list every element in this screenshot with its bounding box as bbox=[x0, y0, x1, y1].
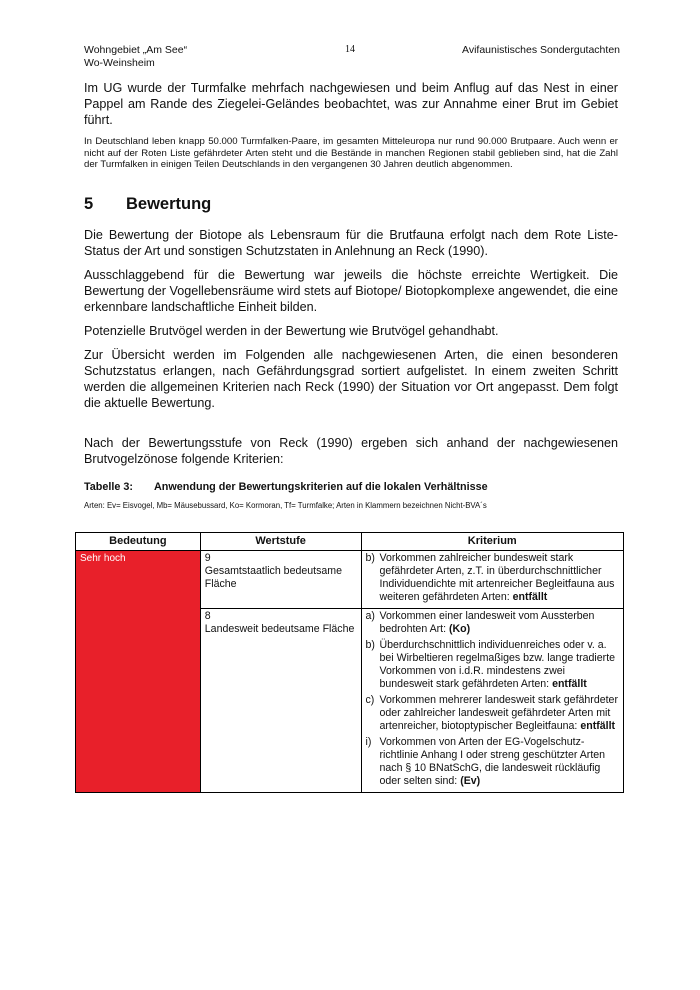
criterion-mark: a) bbox=[365, 610, 375, 622]
table-row bbox=[76, 551, 624, 609]
criterion-result: entfällt bbox=[552, 678, 587, 690]
header-right: Avifaunistisches Sondergutachten bbox=[462, 44, 620, 56]
criterion-item bbox=[366, 736, 620, 788]
header-location: Wo-Weinsheim bbox=[84, 57, 155, 69]
section-heading bbox=[84, 195, 618, 214]
section-number: 5 bbox=[84, 194, 94, 213]
table-note: Arten: Ev= Eisvogel, Mb= Mäusebussard, Ko= Kormoran, Tf= Turmfalke; Arten in Klammern bezeichnen Nicht-BVA´s bbox=[84, 500, 487, 510]
criterion-item bbox=[366, 552, 620, 604]
criterion-mark: c) bbox=[365, 694, 375, 706]
criterion-result: (Ko) bbox=[449, 623, 471, 635]
page-number: 14 bbox=[345, 44, 355, 55]
criterion-text: Vorkommen einer landesweit vom Aussterben bedrohten Art: bbox=[379, 610, 595, 635]
wertstufe-text: Gesamtstaatlich bedeutsame Fläche bbox=[204, 565, 342, 590]
section-paragraph-1: Die Bewertung der Biotope als Lebensraum für die Brutfauna erfolgt nach dem Rote Liste-Status der Art und sonstigen Schutzstaten in Anlehnung an Reck (1990). bbox=[84, 227, 618, 258]
section-title: Bewertung bbox=[126, 194, 212, 213]
wertstufe-cell bbox=[200, 551, 361, 609]
criterion-text: Überdurchschnittlich individuenreiches oder v. a. bei Wirbeltieren regelmaßiges bzw. lange tradierte Vorkommen von i.d.R. mindestens zwei bundesweit stark gefährdeten Arten: bbox=[379, 639, 616, 690]
header-kriterium: Kriterium bbox=[361, 533, 624, 551]
criterion-mark: i) bbox=[365, 736, 372, 748]
kriterium-cell bbox=[361, 609, 624, 793]
criterion-text: Vorkommen zahlreicher bundesweit stark gefährdeter Arten, z.T. in überdurchschnittlicher Individuendichte mit artenreicher Begleitfauna aus weiteren gefährdeten Arten: bbox=[379, 552, 615, 603]
table-caption-label: Tabelle 3: bbox=[84, 480, 134, 493]
section-paragraph-3: Potenzielle Brutvögel werden in der Bewertung wie Brutvögel gehandhabt. bbox=[84, 323, 499, 338]
header-wertstufe: Wertstufe bbox=[200, 533, 361, 551]
wertstufe-number: 8 bbox=[204, 610, 211, 622]
section-paragraph-5: Nach der Bewertungsstufe von Reck (1990) ergeben sich anhand der nachgewiesenen Brutvogelzönose folgende Kriterien: bbox=[84, 435, 618, 466]
table-header-row bbox=[76, 533, 624, 551]
criterion-mark: b) bbox=[365, 639, 375, 651]
header-bedeutung: Bedeutung bbox=[76, 533, 201, 551]
intro-paragraph-2: In Deutschland leben knapp 50.000 Turmfalken-Paare, im gesamten Mitteleuropa nur rund 90.000 Brutpaare. Auch wenn er nicht auf der Roten Liste gefährdeter Arten steht und die Bestände in manchen Regionen stabil geblieben sind, hat die Zahl der Turmfalken in einigen Teilen Deutschlands in den vergangenen 30 Jahren deutlich abgenommen. bbox=[84, 136, 618, 170]
table-caption-title: Anwendung der Bewertungskriterien auf die lokalen Verhältnisse bbox=[154, 480, 488, 493]
page-content bbox=[84, 80, 618, 510]
bedeutung-cell: Sehr hoch bbox=[76, 551, 201, 793]
wertstufe-text: Landesweit bedeutsame Fläche bbox=[204, 623, 355, 635]
kriterium-cell bbox=[361, 551, 624, 609]
criterion-item bbox=[366, 639, 620, 691]
table-caption bbox=[84, 481, 618, 493]
criterion-item bbox=[366, 694, 620, 733]
criterion-mark: b) bbox=[365, 552, 375, 564]
criterion-result: (Ev) bbox=[460, 775, 481, 787]
header-project: Wohngebiet „Am See“ bbox=[84, 44, 188, 56]
criterion-result: entfällt bbox=[512, 591, 548, 603]
criterion-result: entfällt bbox=[580, 720, 616, 732]
criteria-table bbox=[75, 532, 624, 793]
criterion-text: Vorkommen mehrerer landesweit stark gefährdeter oder zahlreicher landesweit gefährdeter Arten mit artenreicher, biotoptypischer Begleitfauna: bbox=[379, 694, 618, 732]
wertstufe-cell bbox=[200, 609, 361, 793]
criterion-text: Vorkommen von Arten der EG-Vogelschutz-richtlinie Anhang I oder streng geschützter Arten nach § 10 BNatSchG, die landesweit rückläufig oder selten sind: bbox=[379, 736, 606, 787]
criterion-item bbox=[366, 610, 620, 636]
intro-paragraph-1: Im UG wurde der Turmfalke mehrfach nachgewiesen und beim Anflug auf das Nest in einer Pappel am Rande des Ziegelei-Geländes beobachtet, was zur Annahme einer Brut im Gebiet führt. bbox=[84, 81, 618, 127]
section-paragraph-4: Zur Übersicht werden im Folgenden alle nachgewiesenen Arten, die einen besonderen Schutzstatus erlangen, nach Gefährdungsgrad sortiert aufgelistet. In einem zweiten Schritt werden die allgemeinen Kriterien nach Reck (1990) der Situation vor Ort angepasst. Dem folgt die aktuelle Bewertung. bbox=[84, 347, 618, 410]
wertstufe-number: 9 bbox=[204, 552, 211, 564]
section-paragraph-2: Ausschlaggebend für die Bewertung war jeweils die höchste erreichte Wertigkeit. Die Bewertung der Vogellebensräume wird stets auf Biotope/ Biotopkomplexe angewendet, die eine erkennbare landschaftliche Einheit bilden. bbox=[84, 267, 618, 314]
